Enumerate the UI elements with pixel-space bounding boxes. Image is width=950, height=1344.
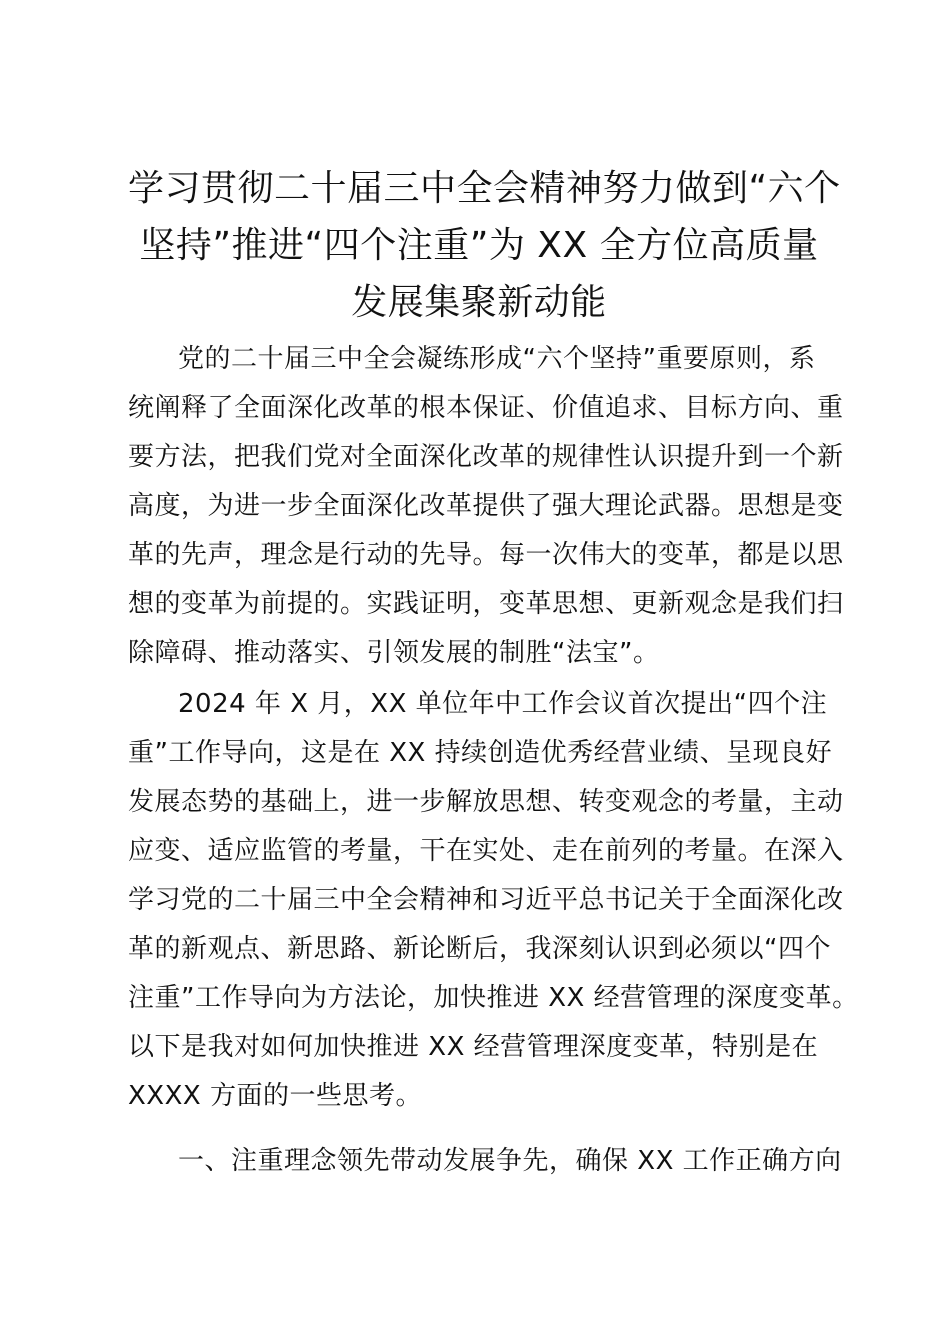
title-line: 学习贯彻二十届三中全会精神努力做到“六个 — [128, 168, 841, 209]
document-page — [128, 160, 859, 1186]
paragraph-line: 注重”工作导向为方法论，加快推进 XX 经营管理的深度变革。 — [128, 983, 859, 1013]
paragraph-line: 革的新观点、新思路、新论断后，我深刻认识到必须以“四个 — [128, 934, 831, 964]
paragraph-line: 除障碍、推动落实、引领发展的制胜“法宝”。 — [128, 638, 660, 668]
paragraph-context — [128, 680, 859, 1121]
paragraph-line: XXXX 方面的一些思考。 — [128, 1081, 423, 1111]
paragraph-line: 想的变革为前提的。实践证明，变革思想、更新观念是我们扫 — [128, 589, 844, 619]
paragraph-line: 要方法，把我们党对全面深化改革的规律性认识提升到一个新 — [128, 442, 844, 472]
paragraph-line: 应变、适应监管的考量，干在实处、走在前列的考量。在深入 — [128, 836, 844, 866]
paragraph-line: 重”工作导向，这是在 XX 持续创造优秀经营业绩、呈现良好 — [128, 738, 833, 768]
title-line: 坚持”推进“四个注重”为 XX 全方位高质量 — [139, 225, 819, 266]
paragraph-line: 统阐释了全面深化改革的根本保证、价值追求、目标方向、重 — [128, 393, 844, 423]
paragraph-line: 以下是我对如何加快推进 XX 经营管理深度变革，特别是在 — [128, 1032, 819, 1062]
section-heading: 一、注重理念领先带动发展争先，确保 XX 工作正确方向 — [178, 1146, 842, 1176]
paragraph-line: 革的先声，理念是行动的先导。每一次伟大的变革，都是以思 — [128, 540, 844, 570]
paragraph-line: 2024 年 X 月，XX 单位年中工作会议首次提出“四个注 — [178, 689, 828, 719]
paragraph-intro — [128, 335, 844, 678]
paragraph-line: 党的二十届三中全会凝练形成“六个坚持”重要原则，系 — [178, 344, 816, 374]
title-line: 发展集聚新动能 — [351, 282, 607, 323]
document-title — [128, 160, 841, 331]
paragraph-line: 学习党的二十届三中全会精神和习近平总书记关于全面深化改 — [128, 885, 844, 915]
paragraph-line: 高度，为进一步全面深化改革提供了强大理论武器。思想是变 — [128, 491, 844, 521]
paragraph-line: 发展态势的基础上，进一步解放思想、转变观念的考量，主动 — [128, 787, 844, 817]
